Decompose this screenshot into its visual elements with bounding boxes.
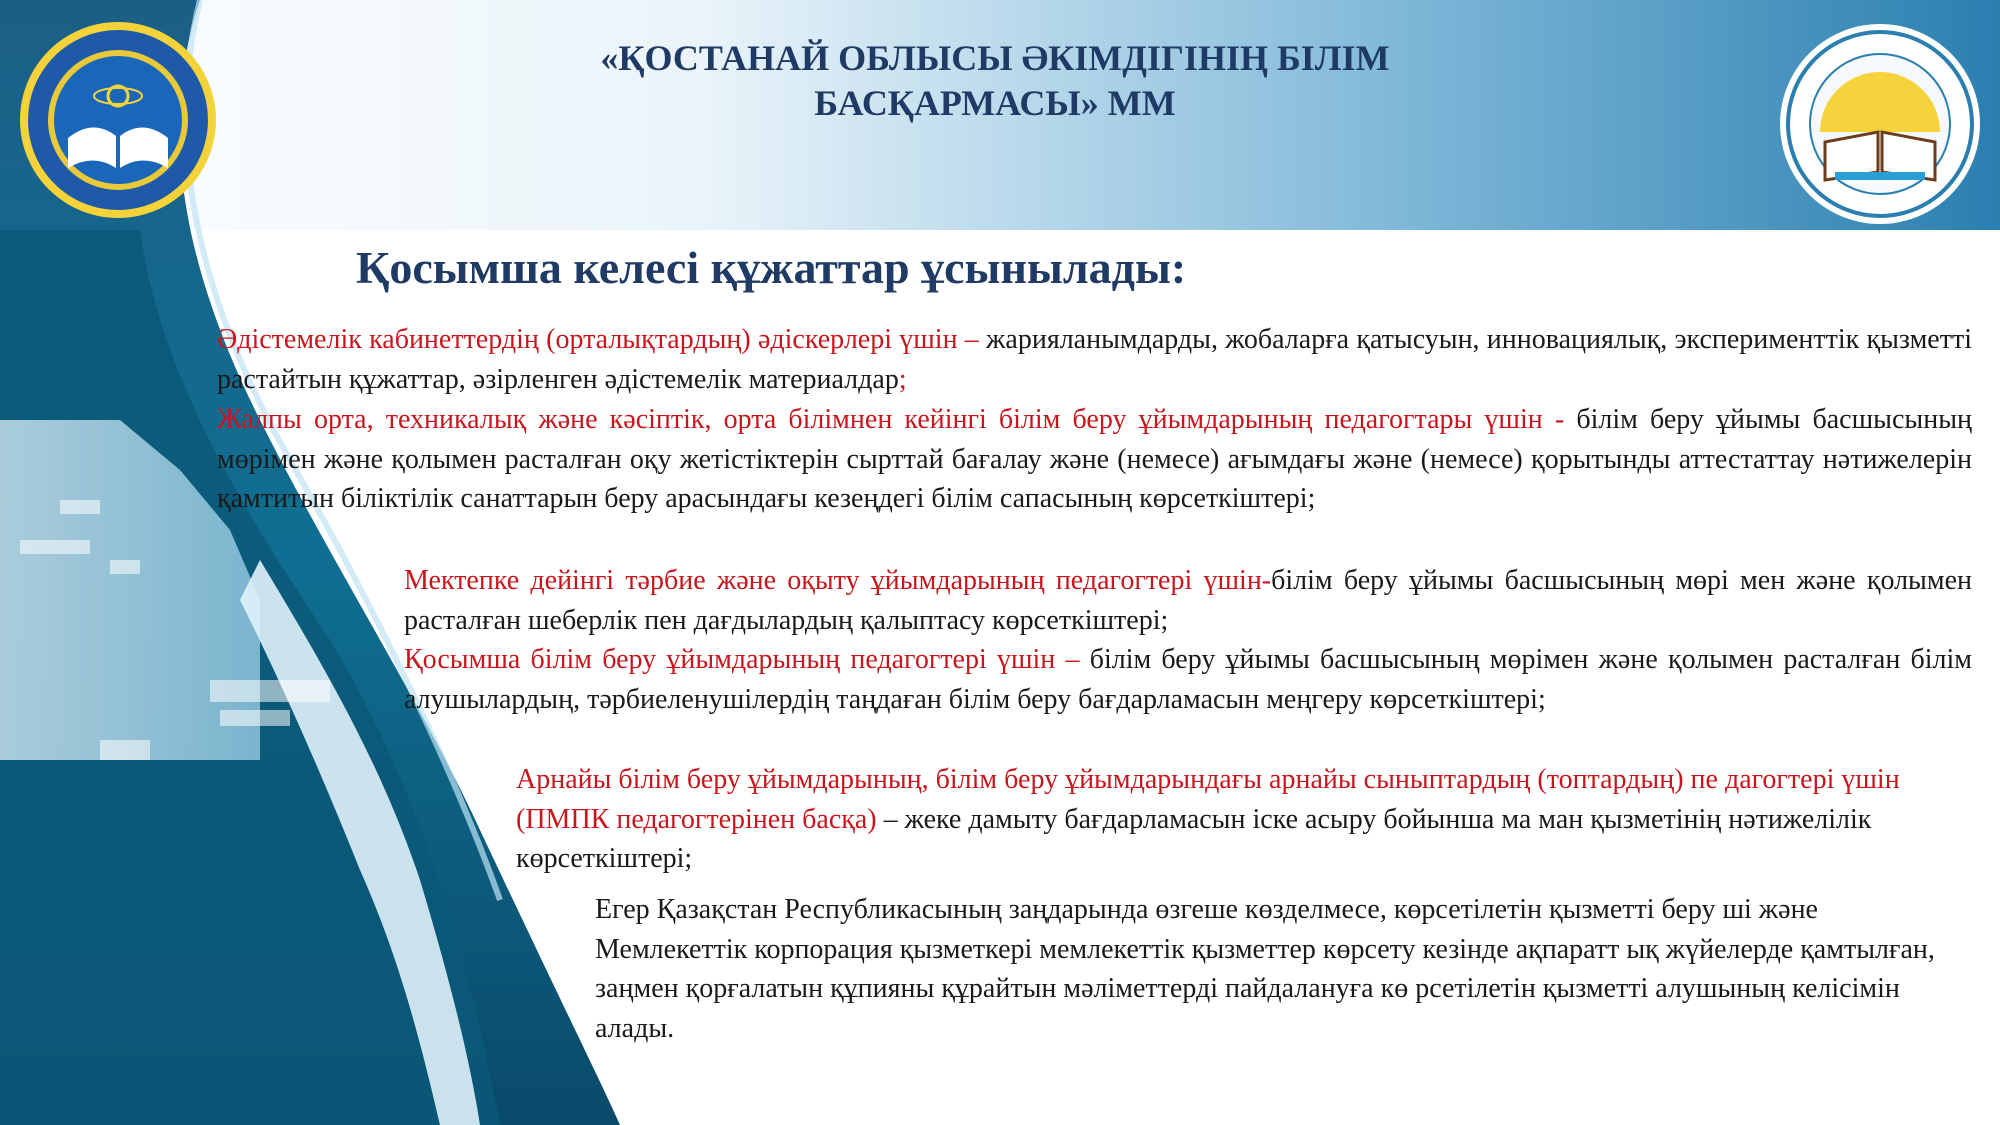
paragraph-text: білім беру ұйымы басшысының мөрімен және қолымен расталған білім алушылардың, тәрбиеленушілердің таңдаған білім беру бағдарламасын меңгеру көрсеткіштері; bbox=[404, 644, 1972, 715]
paragraph-text: Егер Қазақстан Республикасының заңдарында өзгеше көзделмесе, көрсетілетін қызметті беру ші және Мемлекеттік корпорация қызметкері мемлекеттік қызметтер көрсету кезінде ақпаратт ық жүйелерде қамтылған, заңмен қорғалатын құпияны құрайтын мәліметтерді пайдалануға кө рсетілетін қызметті алушының келісімін алады. bbox=[595, 894, 1935, 1044]
page-subtitle: Қосымша келесі құжаттар ұсынылады: bbox=[356, 242, 1187, 293]
paragraph-lead: Жалпы орта, техникалық және кәсіптік, орта білімнен кейінгі білім беру ұйымдарының педагогтары үшін - bbox=[217, 404, 1565, 435]
paragraph-tail: ; bbox=[898, 363, 907, 395]
header-title-line1: «ҚОСТАНАЙ ОБЛЫСЫ ӘКІМДІГІНІҢ БІЛІМ bbox=[600, 38, 1390, 78]
regional-education-seal-icon bbox=[1775, 22, 1985, 227]
paragraph-preschool-teachers bbox=[404, 561, 1972, 640]
paragraph-consent-note bbox=[595, 890, 1955, 1048]
paragraph-special-education bbox=[516, 760, 1959, 879]
paragraph-secondary-teachers bbox=[217, 400, 1972, 519]
header-title-line2: БАСҚАРМАСЫ» ММ bbox=[814, 83, 1176, 123]
paragraph-text: білім беру ұйымы басшысының мөрімен және қолымен расталған оқу жетістіктерін сырттай бағалау және (немесе) ағымдағы және (немесе) қорытынды аттестаттау нәтижелерін қамтитын біліктілік санаттарын беру арасындағы кезеңдегі білім сапасының көрсеткіштері; bbox=[217, 404, 1972, 514]
paragraph-additional-education bbox=[404, 640, 1972, 719]
paragraph-lead: Қосымша білім беру ұйымдарының педагогтері үшін – bbox=[404, 644, 1080, 675]
paragraph-lead: Мектепке дейінгі тәрбие және оқыту ұйымдарының педагогтері үшін- bbox=[404, 565, 1272, 596]
paragraph-methodologists bbox=[217, 320, 1972, 399]
paragraph-text: білім беру ұйымы басшысының мөрі мен және қолымен расталған шеберлік пен дағдылардың қалыптасу көрсеткіштері; bbox=[404, 565, 1972, 636]
paragraph-lead: Арнайы білім беру ұйымдарының, білім беру ұйымдарындағы арнайы сыныптардың (топтардың) пе дагогтері үшін (ПМПК педагогтерінен басқа) bbox=[516, 764, 1900, 835]
page-header-title bbox=[440, 36, 1550, 126]
paragraph-text: – жеке дамыту бағдарламасын іске асыру бойынша ма ман қызметінің нәтижелілік көрсеткіштері; bbox=[516, 803, 1872, 874]
paragraph-lead: Әдістемелік кабинеттердің (орталықтардың) әдіскерлері үшін – bbox=[217, 324, 979, 355]
paragraph-text: жарияланымдарды, жобаларға қатысуын, инновациялық, эксперименттік қызметті растайтын құжаттар, әзірленген әдістемелік материалдар bbox=[217, 324, 1972, 395]
ministry-seal-icon bbox=[8, 18, 228, 223]
